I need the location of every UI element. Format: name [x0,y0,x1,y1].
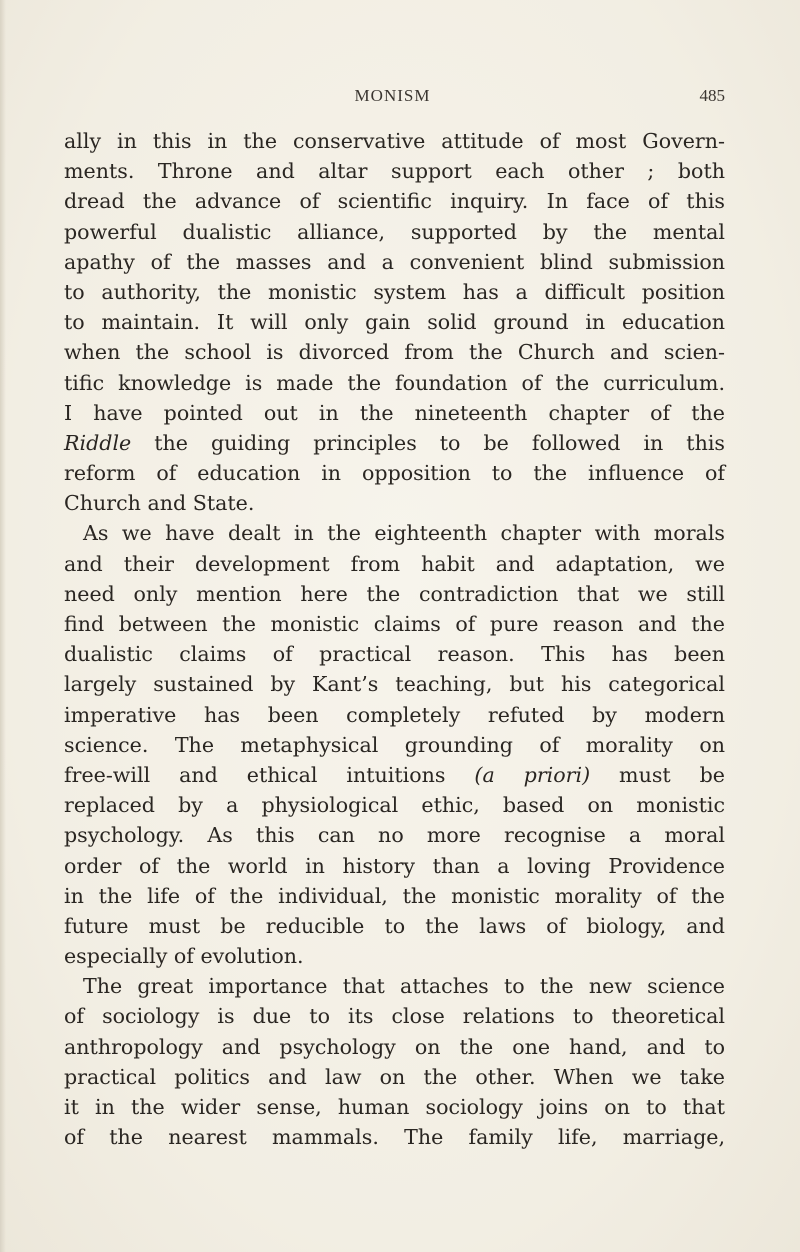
text-line: largely sustained by Kant’s teaching, but his categorical [64,672,725,697]
text-line: imperative has been completely refuted by modern [64,702,725,727]
text-line: especially of evolution. [64,944,304,969]
text-line: tific knowledge is made the foundation of the curriculum. [64,370,725,395]
paragraph-start: The great importance that attaches to the new science [83,974,725,999]
text-line: ments. Throne and altar support each other ; both [64,159,725,184]
text-line: to authority, the monistic system has a difficult position [64,279,725,304]
paragraph-start: As we have dealt in the eighteenth chapter with morals [83,521,725,546]
text-line: dread the advance of scientific inquiry. In face of this [64,189,725,214]
text-line: ally in this in the conservative attitude of most Govern- [64,129,725,153]
text-line: I have pointed out in the nineteenth chapter of the [64,400,725,425]
page-number: 485 [699,86,725,105]
text-line: and their development from habit and adaptation, we [64,551,725,576]
text-line: powerful dualistic alliance, supported by the mental [64,219,725,244]
text-line: Church and State. [64,491,255,516]
text-line: of sociology is due to its close relations to theoretical [64,1004,725,1029]
text-line: anthropology and psychology on the one hand, and to [64,1034,725,1059]
text-line: need only mention here the contradiction that we still [64,581,725,606]
text-line: psychology. As this can no more recognise a moral [64,823,725,848]
text-line: find between the monistic claims of pure reason and the [64,612,725,636]
text-line: practical politics and law on the other. When we take [64,1064,725,1089]
text-roman: free-will and ethical intuitions [64,762,475,787]
text-line: when the school is divorced from the Church and scien- [64,340,725,365]
text-line-mixed [64,428,725,458]
body-text [64,126,725,1152]
text-line: to maintain. It will only gain solid ground in education [64,310,725,335]
text-line: in the life of the individual, the monistic morality of the [64,883,725,908]
text-line: dualistic claims of practical reason. This has been [64,642,725,667]
text-line: apathy of the masses and a convenient blind submission [64,249,725,274]
text-line: reform of education in opposition to the influence of [64,461,725,486]
latin-phrase-a-priori: (a priori) [474,762,591,787]
running-head: MONISM [354,86,431,105]
text-line: science. The metaphysical grounding of morality on [64,732,725,757]
text-roman: the guiding principles to be followed in this [131,430,725,455]
text-line: of the nearest mammals. The family life, marriage, [64,1125,725,1150]
page-edge-shadow [0,0,6,1252]
book-title-riddle: Riddle [64,430,132,455]
text-line: future must be reducible to the laws of biology, and [64,913,725,938]
text-line: order of the world in history than a loving Providence [64,853,725,878]
text-line: replaced by a physiological ethic, based on monistic [64,793,725,818]
text-roman: must be [590,762,725,787]
text-line-mixed [64,760,725,790]
text-line: it in the wider sense, human sociology joins on to that [64,1095,725,1119]
page-header [60,86,725,110]
